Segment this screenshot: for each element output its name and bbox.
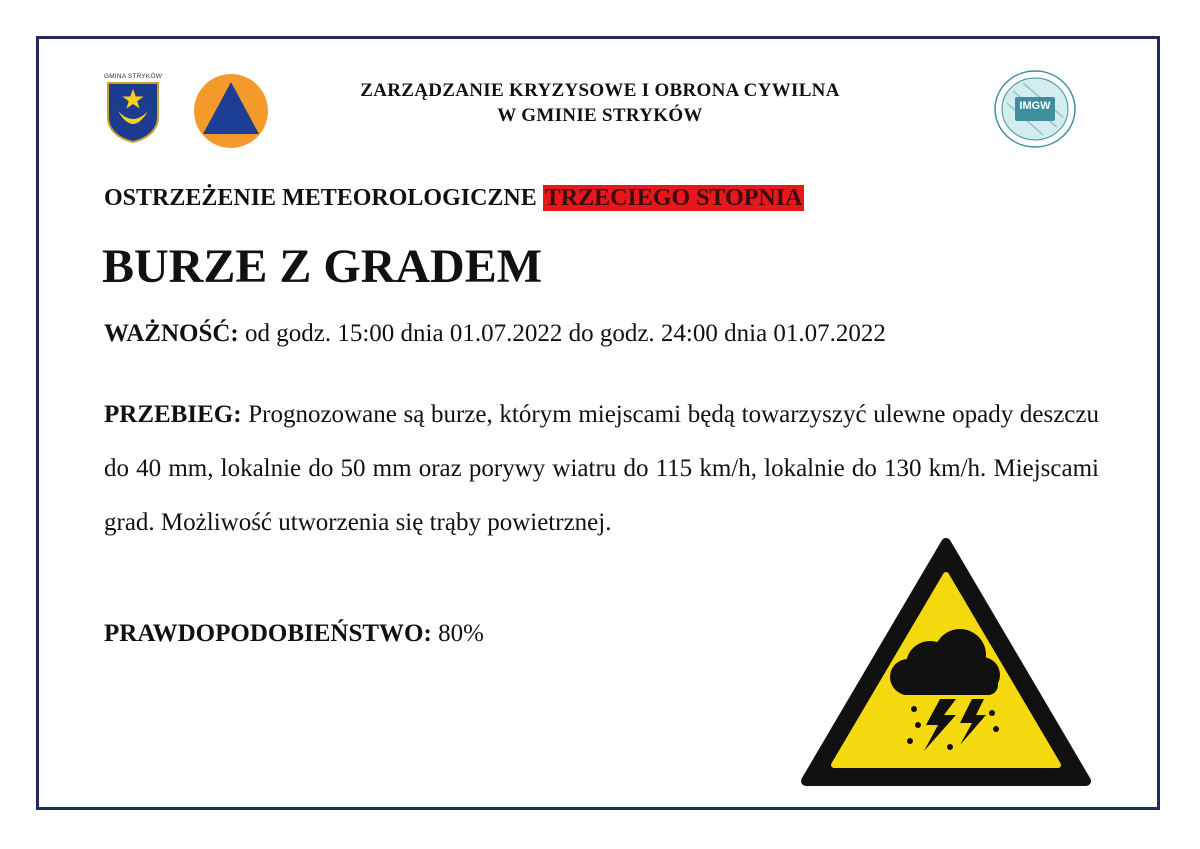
hazard-title: BURZE Z GRADEM xyxy=(102,240,543,293)
warning-prefix: OSTRZEŻENIE METEOROLOGICZNE xyxy=(104,185,537,211)
warning-degree-line xyxy=(104,185,804,212)
course-text: Prognozowane są burze, którym miejscami będą towarzyszyć ulewne opady deszczu do 40 mm, lokalnie do 50 mm oraz porywy wiatru do 115 km/h, lokalnie do 130 km/h. Miejscami grad. Możliwość utworzenia się trąby powietrznej. xyxy=(104,401,1099,536)
coat-of-arms-icon xyxy=(106,81,160,143)
header-line-2: W GMINIE STRYKÓW xyxy=(497,105,703,126)
probability-line xyxy=(104,620,484,648)
validity-text: od godz. 15:00 dnia 01.07.2022 do godz. 24:00 dnia 01.07.2022 xyxy=(245,320,886,347)
validity-line xyxy=(104,320,886,348)
probability-value: 80% xyxy=(438,620,484,647)
imgw-logo-text: IMGW xyxy=(1019,100,1051,112)
imgw-logo-icon xyxy=(993,69,1077,149)
civil-defense-icon xyxy=(193,73,269,149)
organization-header xyxy=(300,78,900,128)
thunderstorm-warning-icon xyxy=(800,537,1092,787)
course-label: PRZEBIEG: xyxy=(104,401,242,428)
warning-degree: TRZECIEGO STOPNIA xyxy=(544,185,803,211)
coat-of-arms xyxy=(101,73,165,145)
validity-label: WAŻNOŚĆ: xyxy=(104,320,239,347)
header-line-1: ZARZĄDZANIE KRYZYSOWE I OBRONA CYWILNA xyxy=(360,80,840,101)
coat-label: GMINA STRYKÓW xyxy=(103,73,163,80)
course-paragraph xyxy=(104,388,1099,550)
probability-label: PRAWDOPODOBIEŃSTWO: xyxy=(104,620,432,647)
